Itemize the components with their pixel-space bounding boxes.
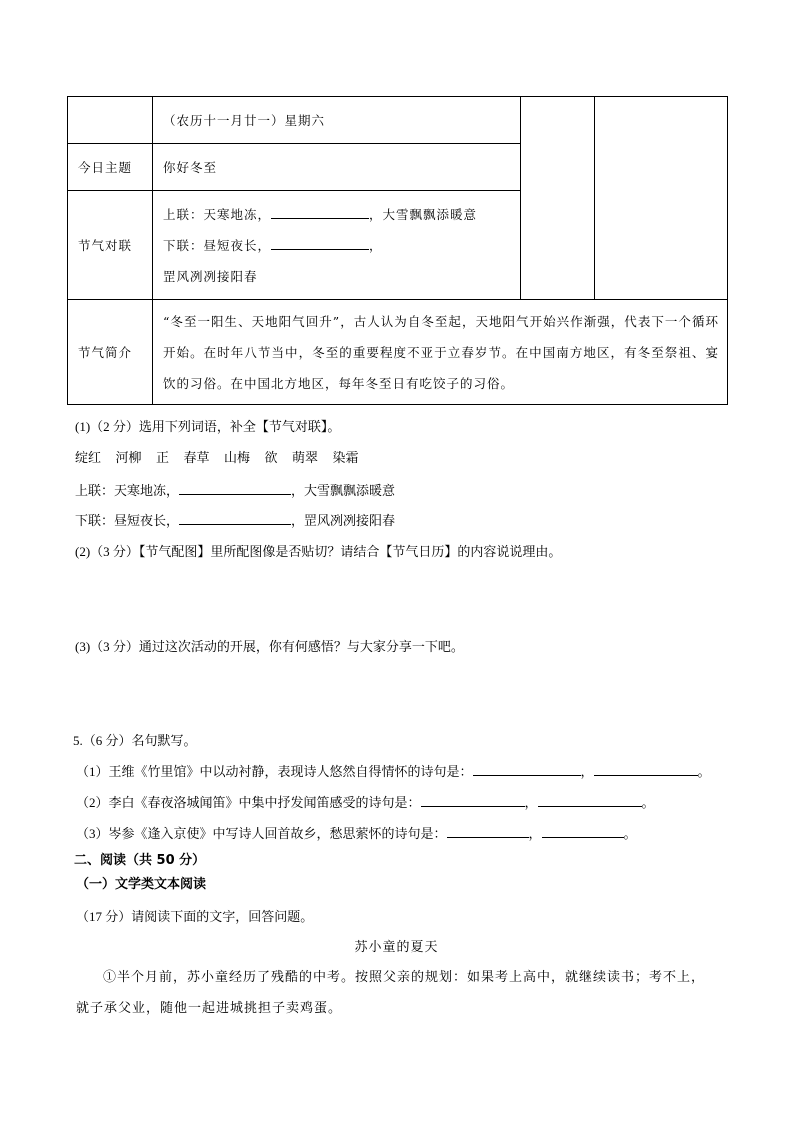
question-2-prompt: (2)（3 分）【节气配图】里所配图像是否贴切？请结合【节气日历】的内容说说理由。: [75, 544, 562, 559]
answer-blank[interactable]: [447, 825, 529, 838]
couplet-cell: [153, 191, 521, 300]
couplet-text: 上联：天寒地冻，: [163, 206, 272, 222]
theme-value: 你好冬至: [153, 144, 521, 191]
couplet-text: ，罡风冽冽接阳春: [291, 513, 396, 528]
answer-blank[interactable]: [271, 237, 369, 250]
answer-blank[interactable]: [538, 794, 642, 807]
question-1-prompt: (1)（2 分）选用下列词语，补全【节气对联】。: [75, 419, 341, 434]
solar-term-calendar-table: [67, 96, 728, 405]
separator: 。: [623, 826, 637, 841]
image-cell: [521, 97, 595, 300]
answer-blank[interactable]: [271, 206, 369, 219]
subsection-heading: （一）文学类文本阅读: [76, 877, 207, 892]
couplet-lower: [75, 510, 395, 529]
couplet-line: [163, 230, 520, 261]
separator: 。: [697, 764, 711, 779]
separator: ，: [528, 826, 542, 841]
section-heading: 二、阅读（共 50 分）: [74, 853, 206, 868]
answer-blank[interactable]: [421, 794, 525, 807]
word-bank: 绽红 河柳 正 春草 山梅 欲 萌翠 染霜: [75, 450, 359, 465]
couplet-line: 罡风冽冽接阳春: [163, 268, 258, 284]
table-row: [68, 97, 728, 144]
couplet-text: ，大雪飘飘添暖意: [369, 206, 478, 222]
solar-term-intro: “冬至一阳生、天地阳气回升”，古人认为自冬至起，天地阳气开始兴作渐强，代表下一个循环开始。在时年八节当中，冬至的重要程度不亚于立春岁节。在中国南方地区，有冬至祭祖、宴饮的习俗。在中国北方地区，每年冬至日有吃饺子的习俗。: [163, 313, 719, 391]
answer-blank[interactable]: [179, 512, 291, 525]
couplet-line: [163, 199, 520, 230]
couplet-text: 下联：昼短夜长，: [163, 237, 272, 253]
answer-blank[interactable]: [179, 482, 291, 495]
recitation-prompt: （1）王维《竹里馆》中以动衬静，表现诗人悠然自得情怀的诗句是：: [76, 764, 473, 779]
separator: 。: [641, 795, 655, 810]
lunar-date: （农历十一月廿一）星期六: [153, 97, 521, 144]
answer-blank[interactable]: [594, 763, 698, 776]
intro-cell: [153, 300, 728, 405]
image-cell: [595, 97, 728, 300]
story-paragraph-line: 就子承父业，随他一起进城挑担子卖鸡蛋。: [76, 1001, 343, 1016]
row-label: 节气简介: [68, 300, 153, 405]
recitation-prompt: （2）李白《春夜洛城闻笛》中集中抒发闻笛感受的诗句是：: [76, 795, 421, 810]
answer-blank[interactable]: [542, 825, 624, 838]
story-paragraph-line: ①半个月前，苏小童经历了残酷的中考。按照父亲的规划：如果考上高中，就继续读书；考不上，: [103, 970, 706, 985]
couplet-text: ，大雪飘飘添暖意: [291, 483, 396, 498]
recitation-item: [76, 792, 655, 811]
row-label: 节气对联: [68, 191, 153, 300]
couplet-text: 下联：昼短夜长，: [75, 513, 180, 528]
question-3-prompt: (3)（3 分）通过这次活动的开展，你有何感悟？与大家分享一下吧。: [75, 639, 464, 654]
recitation-prompt: （3）岑参《逢入京使》中写诗人回首故乡，愁思萦怀的诗句是：: [76, 826, 447, 841]
row-label: 今日主题: [68, 144, 153, 191]
row-label: [68, 97, 153, 144]
couplet-text: 上联：天寒地冻，: [75, 483, 180, 498]
couplet-text: ，: [369, 237, 383, 253]
answer-blank[interactable]: [473, 763, 581, 776]
separator: ，: [580, 764, 594, 779]
couplet-upper: [75, 480, 395, 499]
question-5-title: 5.（6 分）名句默写。: [73, 733, 197, 748]
recitation-item: [76, 823, 637, 842]
separator: ，: [524, 795, 538, 810]
table-row: [68, 300, 728, 405]
recitation-item: [76, 761, 711, 780]
reading-instruction: （17 分）请阅读下面的文字，回答问题。: [76, 909, 314, 924]
story-title: 苏小童的夏天: [354, 940, 439, 955]
